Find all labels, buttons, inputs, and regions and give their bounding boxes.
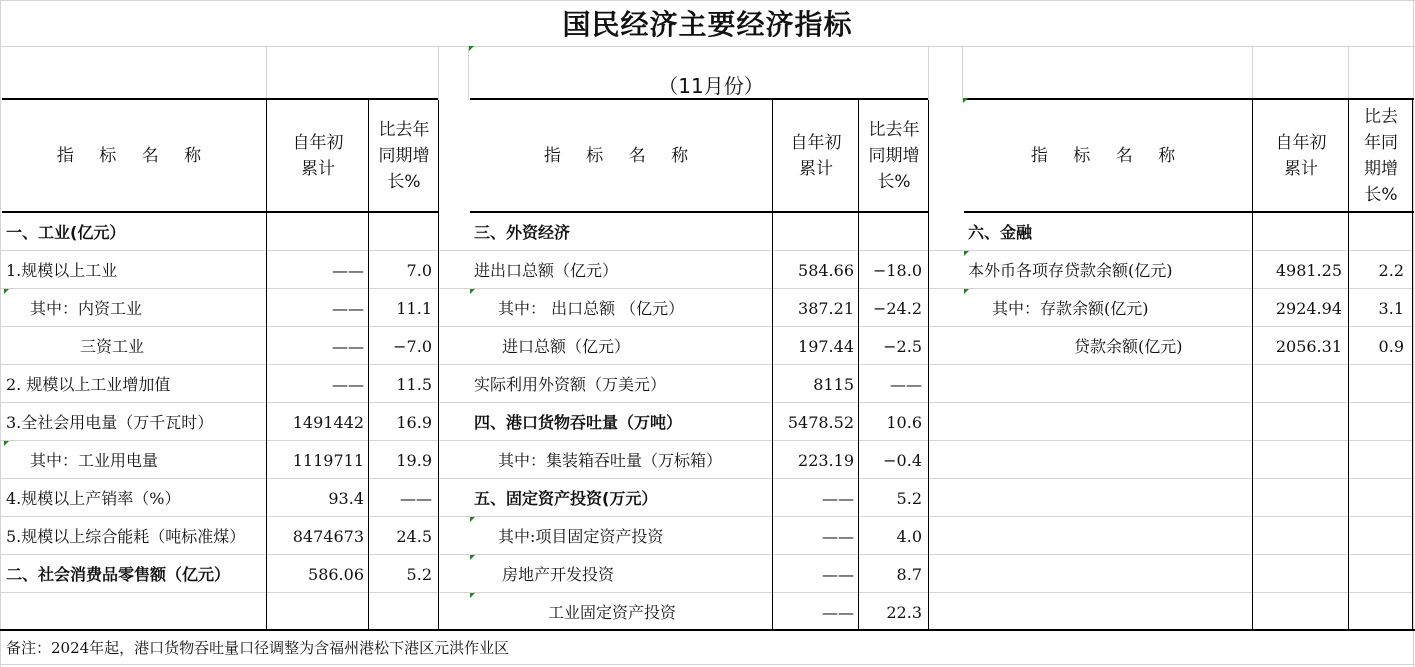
row-name[interactable]: 一、工业(亿元） [6, 223, 126, 242]
row-cumulative[interactable]: 8474673 [292, 527, 364, 546]
row-cumulative[interactable]: 8115 [813, 375, 854, 394]
cell-comment-marker [470, 593, 475, 598]
row-cumulative[interactable]: 2924.94 [1275, 299, 1342, 318]
row-cumulative[interactable]: 586.06 [308, 565, 364, 584]
row-cumulative[interactable]: —— [822, 489, 854, 508]
month-label: （11月份） [658, 74, 764, 98]
row-name[interactable]: 其中： 出口总额 （亿元） [498, 299, 685, 318]
cell-comment-marker [964, 251, 969, 256]
cell-comment-marker [469, 46, 474, 51]
cell-comment-marker [470, 555, 475, 560]
row-growth[interactable]: 2.2 [1378, 261, 1404, 280]
row-cumulative[interactable]: —— [332, 261, 364, 280]
cell-comment-marker [470, 289, 475, 294]
row-growth[interactable]: —— [400, 489, 432, 508]
row-growth[interactable]: 11.1 [396, 299, 432, 318]
row-growth[interactable]: 0.9 [1378, 337, 1404, 356]
row-growth[interactable]: 5.2 [896, 489, 922, 508]
header-growth-b: 比去年同期增长% [868, 119, 920, 192]
row-growth[interactable]: 24.5 [396, 527, 432, 546]
row-name[interactable]: 其中：存款余额(亿元) [992, 299, 1149, 318]
row-cumulative[interactable]: 93.4 [328, 489, 364, 508]
row-name[interactable]: 本外币各项存贷款余额(亿元) [968, 261, 1173, 280]
row-cumulative[interactable]: 584.66 [798, 261, 854, 280]
row-growth[interactable]: 5.2 [406, 565, 432, 584]
row-growth[interactable]: 19.9 [396, 451, 432, 470]
row-name[interactable]: 四、港口货物吞吐量（万吨） [474, 413, 683, 432]
header-cum-c: 自年初累计 [1275, 132, 1327, 179]
row-cumulative[interactable]: 1491442 [292, 413, 364, 432]
row-name[interactable]: 其中：工业用电量 [30, 451, 159, 470]
cell-comment-marker [4, 441, 9, 446]
row-growth[interactable]: −2.5 [883, 337, 922, 356]
row-growth[interactable]: 22.3 [886, 603, 922, 622]
row-name[interactable]: 其中：内资工业 [30, 299, 143, 318]
row-cumulative[interactable]: —— [822, 565, 854, 584]
row-name[interactable]: 三、外资经济 [474, 223, 571, 242]
row-growth[interactable]: 8.7 [896, 565, 922, 584]
row-cumulative[interactable]: —— [822, 527, 854, 546]
header-name-c: 指 标 名 称 [1030, 145, 1186, 166]
page-title: 国民经济主要经济指标 [562, 8, 853, 41]
row-cumulative[interactable]: —— [332, 337, 364, 356]
row-name[interactable]: 房地产开发投资 [502, 565, 615, 584]
row-name[interactable]: 六、金融 [968, 223, 1033, 242]
cell-comment-marker [964, 289, 969, 294]
header-cum-a: 自年初累计 [292, 132, 344, 179]
row-growth[interactable]: −24.2 [872, 299, 922, 318]
header-cum-b: 自年初累计 [790, 132, 842, 179]
row-cumulative[interactable]: —— [822, 603, 854, 622]
row-name[interactable]: 五、固定资产投资(万元） [474, 489, 658, 508]
cell-comment-marker [470, 517, 475, 522]
cell-comment-marker [963, 98, 968, 103]
row-name[interactable]: 实际利用外资额（万美元） [474, 375, 667, 394]
row-name[interactable]: 5.规模以上综合能耗（吨标准煤） [6, 527, 246, 546]
row-growth[interactable]: 10.6 [886, 413, 922, 432]
row-growth[interactable]: −18.0 [872, 261, 922, 280]
footnote: 备注：2024年起，港口货物吞吐量口径调整为含福州港松下港区元洪作业区 [6, 639, 510, 657]
row-cumulative[interactable]: 1119711 [292, 451, 364, 470]
header-growth-a: 比去年同期增长% [378, 119, 430, 192]
row-name[interactable]: 4.规模以上产销率（%） [6, 489, 181, 508]
row-name[interactable]: 进口总额（亿元） [502, 337, 631, 356]
row-growth[interactable]: −7.0 [393, 337, 432, 356]
row-cumulative[interactable]: —— [332, 299, 364, 318]
row-growth[interactable]: 4.0 [896, 527, 922, 546]
row-cumulative[interactable]: —— [332, 375, 364, 394]
row-name[interactable]: 1.规模以上工业 [6, 261, 118, 280]
row-name[interactable]: 贷款余额(亿元) [1074, 337, 1183, 356]
row-name[interactable]: 进出口总额（亿元） [474, 261, 619, 280]
header-name-a: 指 标 名 称 [56, 145, 212, 166]
row-growth[interactable]: 3.1 [1378, 299, 1404, 318]
row-name[interactable]: 2. 规模以上工业增加值 [6, 375, 171, 394]
row-cumulative[interactable]: 223.19 [798, 451, 854, 470]
row-cumulative[interactable]: 197.44 [798, 337, 854, 356]
header-name-b: 指 标 名 称 [543, 145, 699, 166]
row-growth[interactable]: —— [890, 375, 922, 394]
row-name[interactable]: 3.全社会用电量（万千瓦时） [6, 413, 214, 432]
row-growth[interactable]: 7.0 [406, 261, 432, 280]
row-growth[interactable]: 11.5 [396, 375, 432, 394]
row-name[interactable]: 三资工业 [80, 337, 145, 356]
row-cumulative[interactable]: 2056.31 [1275, 337, 1342, 356]
row-name[interactable]: 其中：集装箱吞吐量（万标箱） [498, 451, 723, 470]
row-cumulative[interactable]: 5478.52 [787, 413, 854, 432]
row-growth[interactable]: 16.9 [396, 413, 432, 432]
row-name[interactable]: 其中:项目固定资产投资 [498, 527, 664, 546]
row-name[interactable]: 二、社会消费品零售额（亿元） [6, 565, 231, 584]
row-cumulative[interactable]: 4981.25 [1275, 261, 1342, 280]
row-cumulative[interactable]: 387.21 [798, 299, 854, 318]
header-growth-c: 比去年同期增长% [1364, 106, 1398, 205]
row-growth[interactable]: −0.4 [883, 451, 922, 470]
row-name[interactable]: 工业固定资产投资 [548, 603, 677, 622]
cell-comment-marker [4, 289, 9, 294]
